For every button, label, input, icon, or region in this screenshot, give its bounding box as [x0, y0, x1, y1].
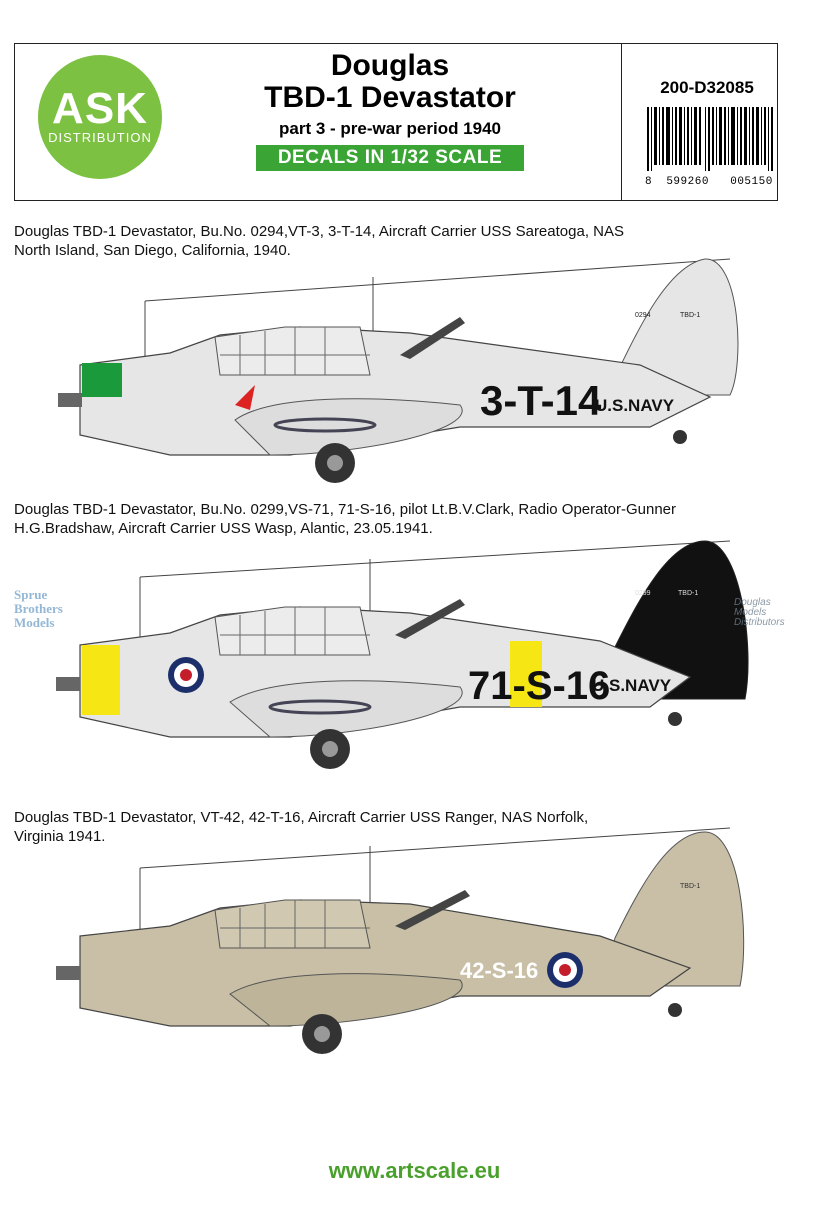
profile-1-aircraft	[40, 255, 780, 485]
barcode-digit-group: 005150	[730, 176, 773, 188]
profile-3-tail-type: TBD-1	[680, 883, 701, 890]
barcode-digit-group: 599260	[666, 176, 709, 188]
profile-2-tail-type: TBD-1	[678, 590, 699, 597]
barcode-digit-group: 8	[645, 176, 653, 188]
profile-1-tail-type: TBD-1	[680, 312, 701, 319]
profile-2-code-marking: 71-S-16	[468, 664, 611, 708]
caption-line: Virginia 1941.	[14, 828, 106, 845]
profile-3-aircraft	[40, 826, 780, 1056]
watermark-line: Models	[734, 607, 767, 618]
profile-2-aircraft	[40, 537, 780, 772]
caption-line: Douglas TBD-1 Devastator, Bu.No. 0299,VS-71, 71-S-16, pilot Lt.B.V.Clark, Radio Operator-Gunner	[14, 501, 677, 518]
title-line2: TBD-1 Devastator	[264, 81, 516, 114]
scale-banner: DECALS IN 1/32 SCALE	[256, 145, 524, 171]
caption-line: Douglas TBD-1 Devastator, VT-42, 42-T-16, Aircraft Carrier USS Ranger, NAS Norfolk,	[14, 809, 589, 826]
profile-1-navy-marking: U.S.NAVY	[595, 396, 675, 415]
profile-1-code-marking: 3-T-14	[480, 377, 602, 424]
profile-1-tail-serial: 0294	[635, 312, 651, 319]
profile-2-tail-serial: 0299	[635, 590, 651, 597]
profile-3-code-marking: 42-S-16	[460, 958, 539, 983]
logo-text: ASK	[52, 84, 148, 133]
caption-line: Douglas TBD-1 Devastator, Bu.No. 0294,VT-3, 3-T-14, Aircraft Carrier USS Sareatoga, NAS	[14, 223, 624, 240]
profile-2-caption	[14, 500, 774, 538]
profile-2-navy-marking: U.S.NAVY	[592, 676, 672, 695]
watermark-left	[14, 588, 98, 636]
watermark-line: Douglas	[734, 597, 771, 608]
watermark-line: Models	[14, 615, 55, 630]
subtitle: part 3 - pre-war period 1940	[278, 119, 502, 138]
caption-line: North Island, San Diego, California, 1940.	[14, 242, 291, 259]
barcode-digits	[645, 176, 775, 188]
caption-line: H.G.Bradshaw, Aircraft Carrier USS Wasp, Alantic, 23.05.1941.	[14, 520, 433, 537]
watermark-right	[734, 598, 818, 628]
title-line1: Douglas	[330, 49, 450, 82]
ask-logo	[38, 55, 162, 179]
product-code: 200-D32085	[660, 78, 754, 97]
barcode-icon	[647, 107, 773, 171]
watermark-line: Sprue	[14, 587, 48, 602]
title-block	[215, 50, 565, 171]
watermark-line: Distributors	[734, 617, 785, 628]
header-divider	[621, 44, 622, 200]
header-box	[14, 43, 778, 201]
footer-url[interactable]: www.artscale.eu	[328, 1158, 501, 1183]
watermark-line: Brothers	[14, 601, 63, 616]
logo-subtext: DISTRIBUTION	[48, 130, 152, 145]
